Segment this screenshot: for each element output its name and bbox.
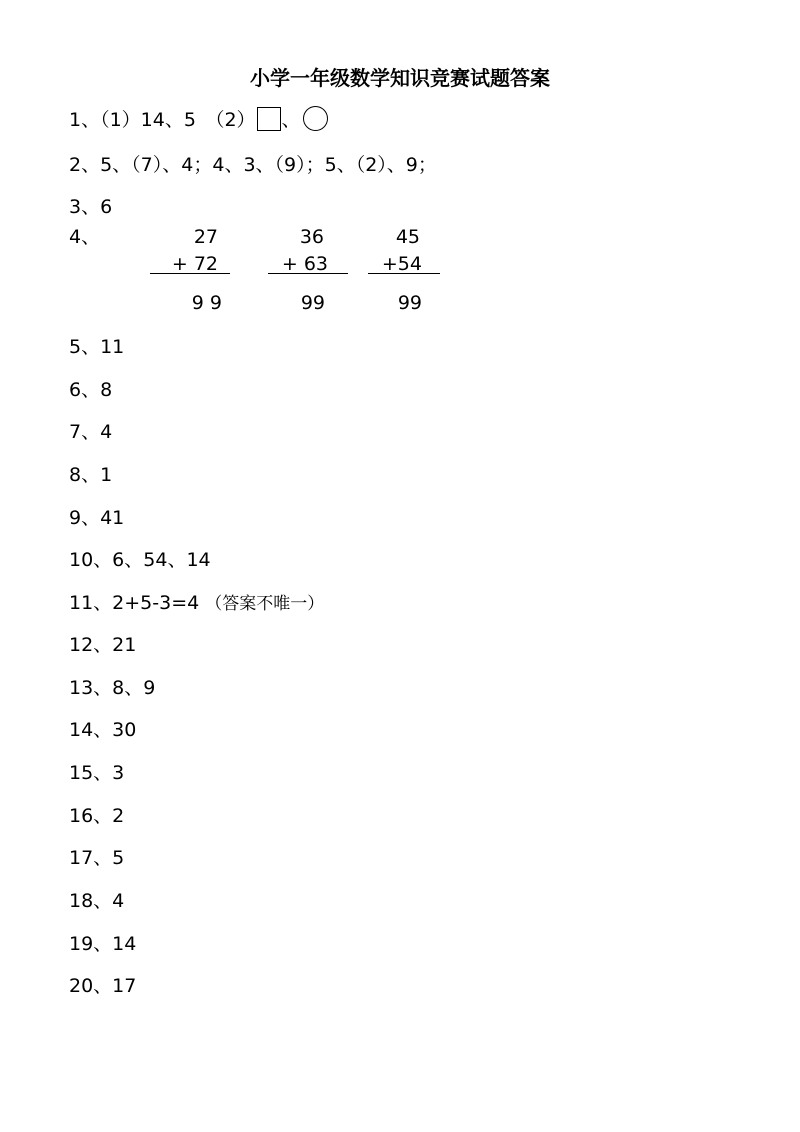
answer-13: 13、8、9 [69,677,156,699]
answer-1-text: 1、（1）14、5 （2） [69,109,256,131]
addition-1-top: 27 [193,226,218,248]
circle-icon [303,106,328,131]
addition-1-addend: + 72 [171,253,218,275]
answer-3: 3、6 [69,196,113,218]
answer-17: 17、5 [69,847,125,869]
answer-1-separator: 、 [281,109,301,131]
addition-2-rule [268,273,348,274]
answer-11 [69,591,324,616]
answer-11-note: （答案不唯一） [205,594,325,614]
answer-9: 9、41 [69,507,125,529]
answer-16: 16、2 [69,805,125,827]
answer-7: 7、4 [69,421,113,443]
addition-1-rule [150,273,230,274]
answer-12: 12、21 [69,634,137,656]
page-title: 小学一年级数学知识竞赛试题答案 [250,66,550,90]
addition-3-rule [368,273,440,274]
answer-15: 15、3 [69,762,125,784]
answer-10: 10、6、54、14 [69,549,211,571]
answer-19: 19、14 [69,933,137,955]
addition-3-result: 99 [397,292,422,314]
addition-2-top: 36 [299,226,324,248]
square-icon [257,107,281,131]
addition-1-result: 9 9 [191,292,222,314]
answer-2: 2、5、（7）、4；4、3、（9）；5、（2）、9； [69,154,437,176]
answer-20: 20、17 [69,975,137,997]
answer-14: 14、30 [69,719,137,741]
addition-2-addend: + 63 [281,253,328,275]
addition-3-top: 45 [395,226,420,248]
answer-18: 18、4 [69,890,125,912]
answer-11-text: 11、2+5-3=4 [69,592,200,614]
addition-3-addend: +54 [381,253,422,275]
answer-6: 6、8 [69,379,113,401]
answer-5: 5、11 [69,336,125,358]
answer-4-label: 4、 [69,226,101,248]
addition-2-result: 99 [300,292,325,314]
answer-1 [69,106,328,132]
answer-8: 8、1 [69,464,113,486]
